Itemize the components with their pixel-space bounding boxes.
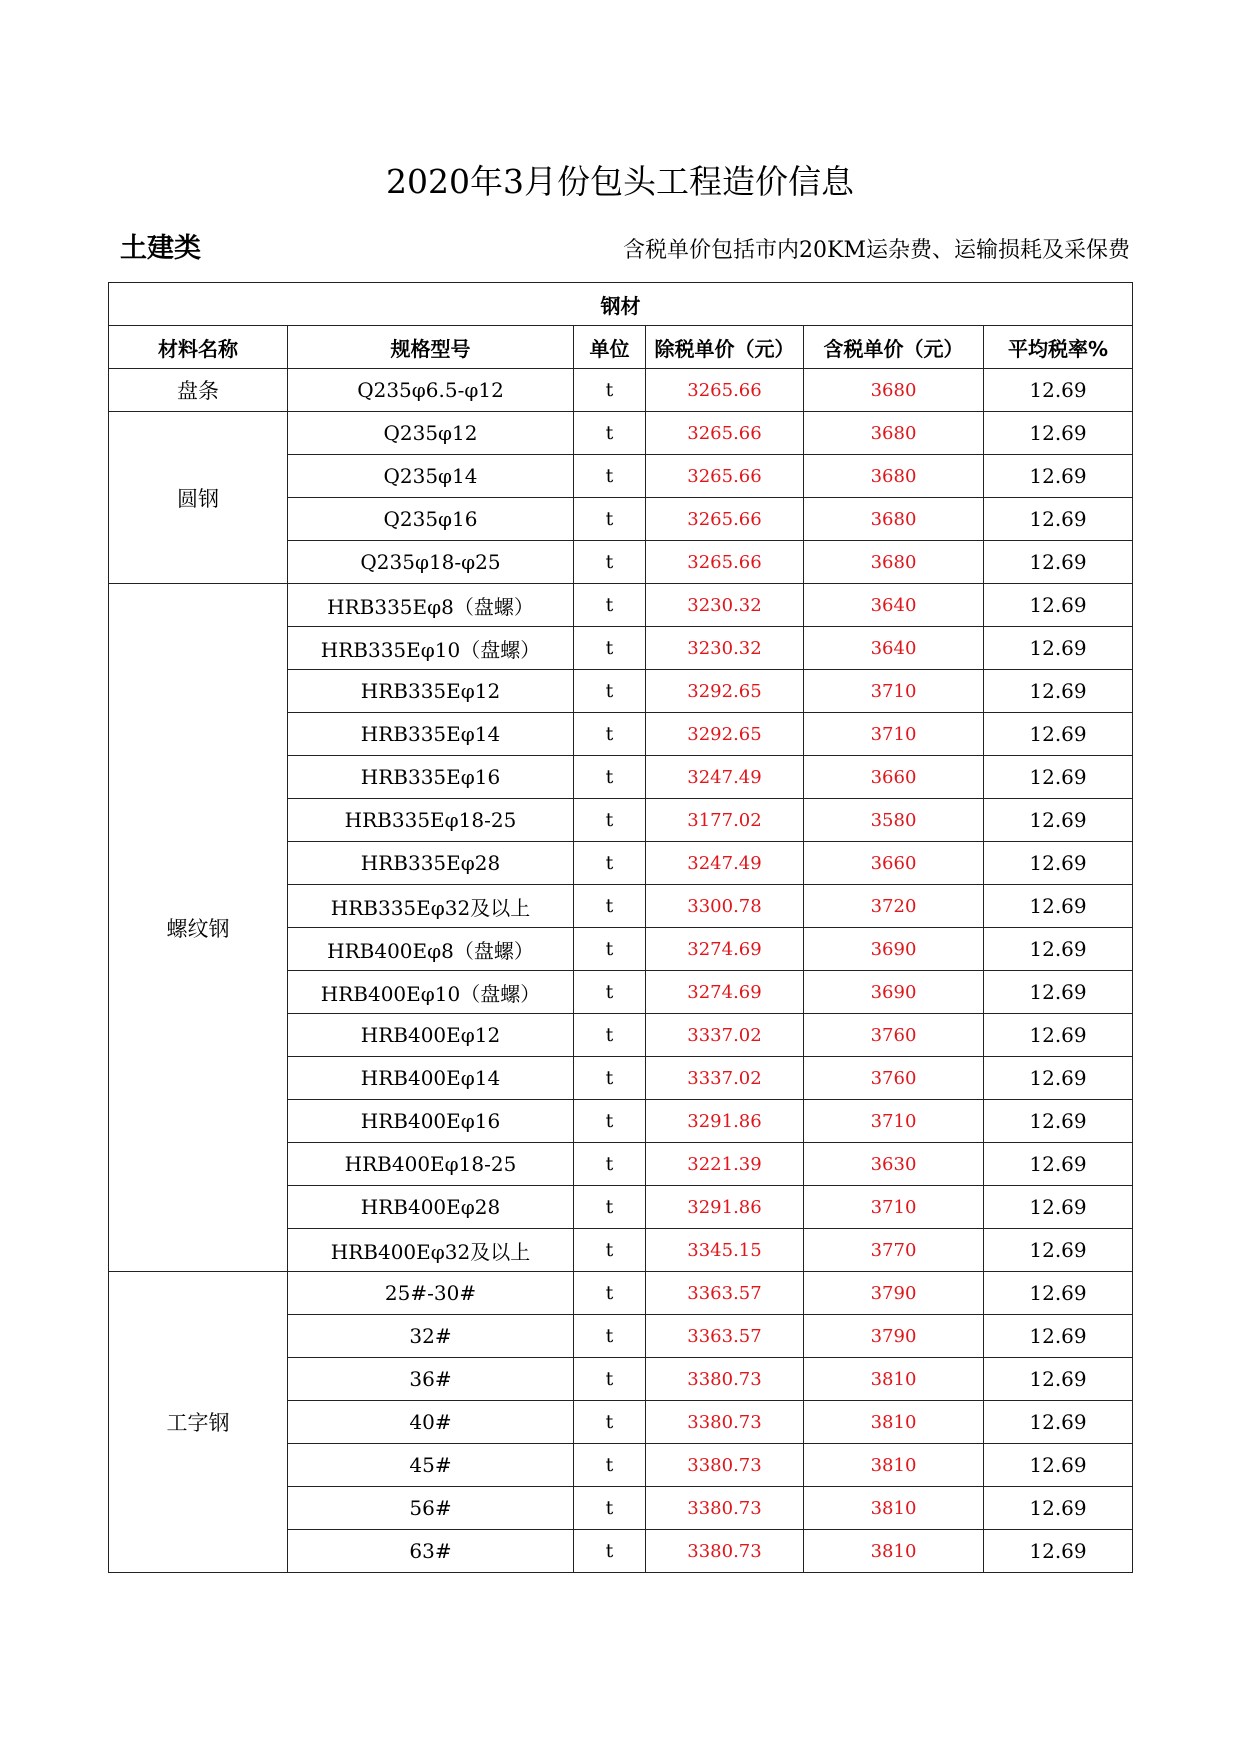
header-material-name: 材料名称 xyxy=(109,326,288,369)
incl-tax-price-cell: 3710 xyxy=(804,1100,984,1143)
pre-tax-price-cell: 3380.73 xyxy=(646,1401,804,1444)
unit-cell: t xyxy=(574,1229,646,1272)
unit-cell: t xyxy=(574,1272,646,1315)
pre-tax-price-cell: 3247.49 xyxy=(646,756,804,799)
spec-cell: Q235φ14 xyxy=(288,455,574,498)
tax-rate-cell: 12.69 xyxy=(984,971,1133,1014)
spec-cell: HRB335Eφ28 xyxy=(288,842,574,885)
spec-cell: HRB400Eφ32及以上 xyxy=(288,1229,574,1272)
incl-tax-price-cell: 3810 xyxy=(804,1530,984,1573)
unit-cell: t xyxy=(574,1444,646,1487)
unit-cell: t xyxy=(574,885,646,928)
header-unit: 单位 xyxy=(574,326,646,369)
pre-tax-price-cell: 3230.32 xyxy=(646,584,804,627)
pre-tax-price-cell: 3274.69 xyxy=(646,928,804,971)
tax-rate-cell: 12.69 xyxy=(984,1057,1133,1100)
unit-cell: t xyxy=(574,756,646,799)
spec-cell: 63# xyxy=(288,1530,574,1573)
pre-tax-price-cell: 3221.39 xyxy=(646,1143,804,1186)
incl-tax-price-cell: 3810 xyxy=(804,1487,984,1530)
unit-cell: t xyxy=(574,971,646,1014)
spec-cell: 36# xyxy=(288,1358,574,1401)
unit-cell: t xyxy=(574,541,646,584)
tax-rate-cell: 12.69 xyxy=(984,713,1133,756)
group-row xyxy=(109,283,1133,326)
pre-tax-price-cell: 3380.73 xyxy=(646,1530,804,1573)
pre-tax-price-cell: 3337.02 xyxy=(646,1014,804,1057)
tax-rate-cell: 12.69 xyxy=(984,412,1133,455)
pre-tax-price-cell: 3337.02 xyxy=(646,1057,804,1100)
tax-rate-cell: 12.69 xyxy=(984,1401,1133,1444)
pre-tax-price-cell: 3177.02 xyxy=(646,799,804,842)
pre-tax-price-cell: 3380.73 xyxy=(646,1487,804,1530)
tax-rate-cell: 12.69 xyxy=(984,1014,1133,1057)
tax-rate-cell: 12.69 xyxy=(984,885,1133,928)
unit-cell: t xyxy=(574,670,646,713)
pre-tax-price-cell: 3291.86 xyxy=(646,1100,804,1143)
price-table xyxy=(108,282,1133,1573)
header-pre-tax-price: 除税单价（元） xyxy=(646,326,804,369)
tax-rate-cell: 12.69 xyxy=(984,1143,1133,1186)
spec-cell: HRB335Eφ14 xyxy=(288,713,574,756)
incl-tax-price-cell: 3640 xyxy=(804,584,984,627)
tax-rate-cell: 12.69 xyxy=(984,1358,1133,1401)
pre-tax-price-cell: 3300.78 xyxy=(646,885,804,928)
tax-rate-cell: 12.69 xyxy=(984,1444,1133,1487)
incl-tax-price-cell: 3660 xyxy=(804,842,984,885)
spec-cell: HRB335Eφ32及以上 xyxy=(288,885,574,928)
spec-cell: HRB400Eφ10（盘螺） xyxy=(288,971,574,1014)
unit-cell: t xyxy=(574,412,646,455)
pre-tax-price-cell: 3265.66 xyxy=(646,498,804,541)
spec-cell: 40# xyxy=(288,1401,574,1444)
incl-tax-price-cell: 3680 xyxy=(804,412,984,455)
unit-cell: t xyxy=(574,498,646,541)
incl-tax-price-cell: 3580 xyxy=(804,799,984,842)
pre-tax-price-cell: 3345.15 xyxy=(646,1229,804,1272)
material-name-cell: 螺纹钢 xyxy=(109,584,288,1272)
incl-tax-price-cell: 3720 xyxy=(804,885,984,928)
incl-tax-price-cell: 3760 xyxy=(804,1014,984,1057)
tax-rate-cell: 12.69 xyxy=(984,455,1133,498)
tax-rate-cell: 12.69 xyxy=(984,498,1133,541)
spec-cell: 32# xyxy=(288,1315,574,1358)
spec-cell: 45# xyxy=(288,1444,574,1487)
incl-tax-price-cell: 3690 xyxy=(804,971,984,1014)
incl-tax-price-cell: 3810 xyxy=(804,1444,984,1487)
tax-rate-cell: 12.69 xyxy=(984,670,1133,713)
spec-cell: HRB400Eφ18-25 xyxy=(288,1143,574,1186)
incl-tax-price-cell: 3680 xyxy=(804,369,984,412)
tax-rate-cell: 12.69 xyxy=(984,1272,1133,1315)
spec-cell: HRB335Eφ12 xyxy=(288,670,574,713)
incl-tax-price-cell: 3710 xyxy=(804,1186,984,1229)
pre-tax-price-cell: 3265.66 xyxy=(646,369,804,412)
section-label: 土建类 xyxy=(120,233,201,264)
group-title: 钢材 xyxy=(109,283,1133,326)
table-row xyxy=(109,369,1133,412)
incl-tax-price-cell: 3710 xyxy=(804,670,984,713)
tax-rate-cell: 12.69 xyxy=(984,1229,1133,1272)
unit-cell: t xyxy=(574,713,646,756)
spec-cell: HRB400Eφ16 xyxy=(288,1100,574,1143)
unit-cell: t xyxy=(574,928,646,971)
tax-rate-cell: 12.69 xyxy=(984,756,1133,799)
material-name-cell: 圆钢 xyxy=(109,412,288,584)
unit-cell: t xyxy=(574,455,646,498)
tax-rate-cell: 12.69 xyxy=(984,627,1133,670)
pre-tax-price-cell: 3363.57 xyxy=(646,1272,804,1315)
incl-tax-price-cell: 3680 xyxy=(804,455,984,498)
spec-cell: 56# xyxy=(288,1487,574,1530)
unit-cell: t xyxy=(574,842,646,885)
material-name-cell: 盘条 xyxy=(109,369,288,412)
tax-rate-cell: 12.69 xyxy=(984,1186,1133,1229)
spec-cell: Q235φ18-φ25 xyxy=(288,541,574,584)
spec-cell: HRB335Eφ18-25 xyxy=(288,799,574,842)
page-title: 2020年3月份包头工程造价信息 xyxy=(386,162,854,201)
tax-rate-cell: 12.69 xyxy=(984,842,1133,885)
pre-tax-price-cell: 3265.66 xyxy=(646,541,804,584)
spec-cell: HRB400Eφ28 xyxy=(288,1186,574,1229)
pre-tax-price-cell: 3380.73 xyxy=(646,1358,804,1401)
spec-cell: HRB400Eφ8（盘螺） xyxy=(288,928,574,971)
unit-cell: t xyxy=(574,627,646,670)
unit-cell: t xyxy=(574,799,646,842)
unit-cell: t xyxy=(574,1100,646,1143)
header-incl-tax-price: 含税单价（元） xyxy=(804,326,984,369)
unit-cell: t xyxy=(574,1014,646,1057)
pre-tax-price-cell: 3363.57 xyxy=(646,1315,804,1358)
unit-cell: t xyxy=(574,1315,646,1358)
tax-rate-cell: 12.69 xyxy=(984,369,1133,412)
spec-cell: HRB400Eφ12 xyxy=(288,1014,574,1057)
spec-cell: Q235φ6.5-φ12 xyxy=(288,369,574,412)
pre-tax-price-cell: 3380.73 xyxy=(646,1444,804,1487)
incl-tax-price-cell: 3690 xyxy=(804,928,984,971)
spec-cell: HRB335Eφ8（盘螺） xyxy=(288,584,574,627)
incl-tax-price-cell: 3660 xyxy=(804,756,984,799)
tax-rate-cell: 12.69 xyxy=(984,1530,1133,1573)
table-row xyxy=(109,1272,1133,1315)
incl-tax-price-cell: 3810 xyxy=(804,1358,984,1401)
spec-cell: HRB335Eφ10（盘螺） xyxy=(288,627,574,670)
unit-cell: t xyxy=(574,1057,646,1100)
tax-rate-cell: 12.69 xyxy=(984,928,1133,971)
unit-cell: t xyxy=(574,1487,646,1530)
unit-cell: t xyxy=(574,369,646,412)
spec-cell: 25#-30# xyxy=(288,1272,574,1315)
spec-cell: HRB400Eφ14 xyxy=(288,1057,574,1100)
header-row xyxy=(109,326,1133,369)
unit-cell: t xyxy=(574,1143,646,1186)
price-note: 含税单价包括市内20KM运杂费、运输损耗及采保费 xyxy=(623,238,1130,263)
incl-tax-price-cell: 3810 xyxy=(804,1401,984,1444)
header-tax-rate: 平均税率% xyxy=(984,326,1133,369)
table-row xyxy=(109,412,1133,455)
spec-cell: HRB335Eφ16 xyxy=(288,756,574,799)
pre-tax-price-cell: 3265.66 xyxy=(646,412,804,455)
material-name-cell: 工字钢 xyxy=(109,1272,288,1573)
incl-tax-price-cell: 3770 xyxy=(804,1229,984,1272)
pre-tax-price-cell: 3292.65 xyxy=(646,713,804,756)
tax-rate-cell: 12.69 xyxy=(984,1100,1133,1143)
incl-tax-price-cell: 3680 xyxy=(804,541,984,584)
tax-rate-cell: 12.69 xyxy=(984,584,1133,627)
tax-rate-cell: 12.69 xyxy=(984,1487,1133,1530)
pre-tax-price-cell: 3274.69 xyxy=(646,971,804,1014)
pre-tax-price-cell: 3230.32 xyxy=(646,627,804,670)
pre-tax-price-cell: 3265.66 xyxy=(646,455,804,498)
pre-tax-price-cell: 3292.65 xyxy=(646,670,804,713)
spec-cell: Q235φ16 xyxy=(288,498,574,541)
unit-cell: t xyxy=(574,1530,646,1573)
incl-tax-price-cell: 3640 xyxy=(804,627,984,670)
header-spec: 规格型号 xyxy=(288,326,574,369)
table-body xyxy=(109,283,1133,1573)
spec-cell: Q235φ12 xyxy=(288,412,574,455)
tax-rate-cell: 12.69 xyxy=(984,1315,1133,1358)
incl-tax-price-cell: 3710 xyxy=(804,713,984,756)
incl-tax-price-cell: 3790 xyxy=(804,1315,984,1358)
unit-cell: t xyxy=(574,1358,646,1401)
pre-tax-price-cell: 3247.49 xyxy=(646,842,804,885)
incl-tax-price-cell: 3760 xyxy=(804,1057,984,1100)
incl-tax-price-cell: 3680 xyxy=(804,498,984,541)
tax-rate-cell: 12.69 xyxy=(984,541,1133,584)
pre-tax-price-cell: 3291.86 xyxy=(646,1186,804,1229)
tax-rate-cell: 12.69 xyxy=(984,799,1133,842)
incl-tax-price-cell: 3630 xyxy=(804,1143,984,1186)
table-row xyxy=(109,584,1133,627)
unit-cell: t xyxy=(574,1186,646,1229)
incl-tax-price-cell: 3790 xyxy=(804,1272,984,1315)
unit-cell: t xyxy=(574,1401,646,1444)
unit-cell: t xyxy=(574,584,646,627)
